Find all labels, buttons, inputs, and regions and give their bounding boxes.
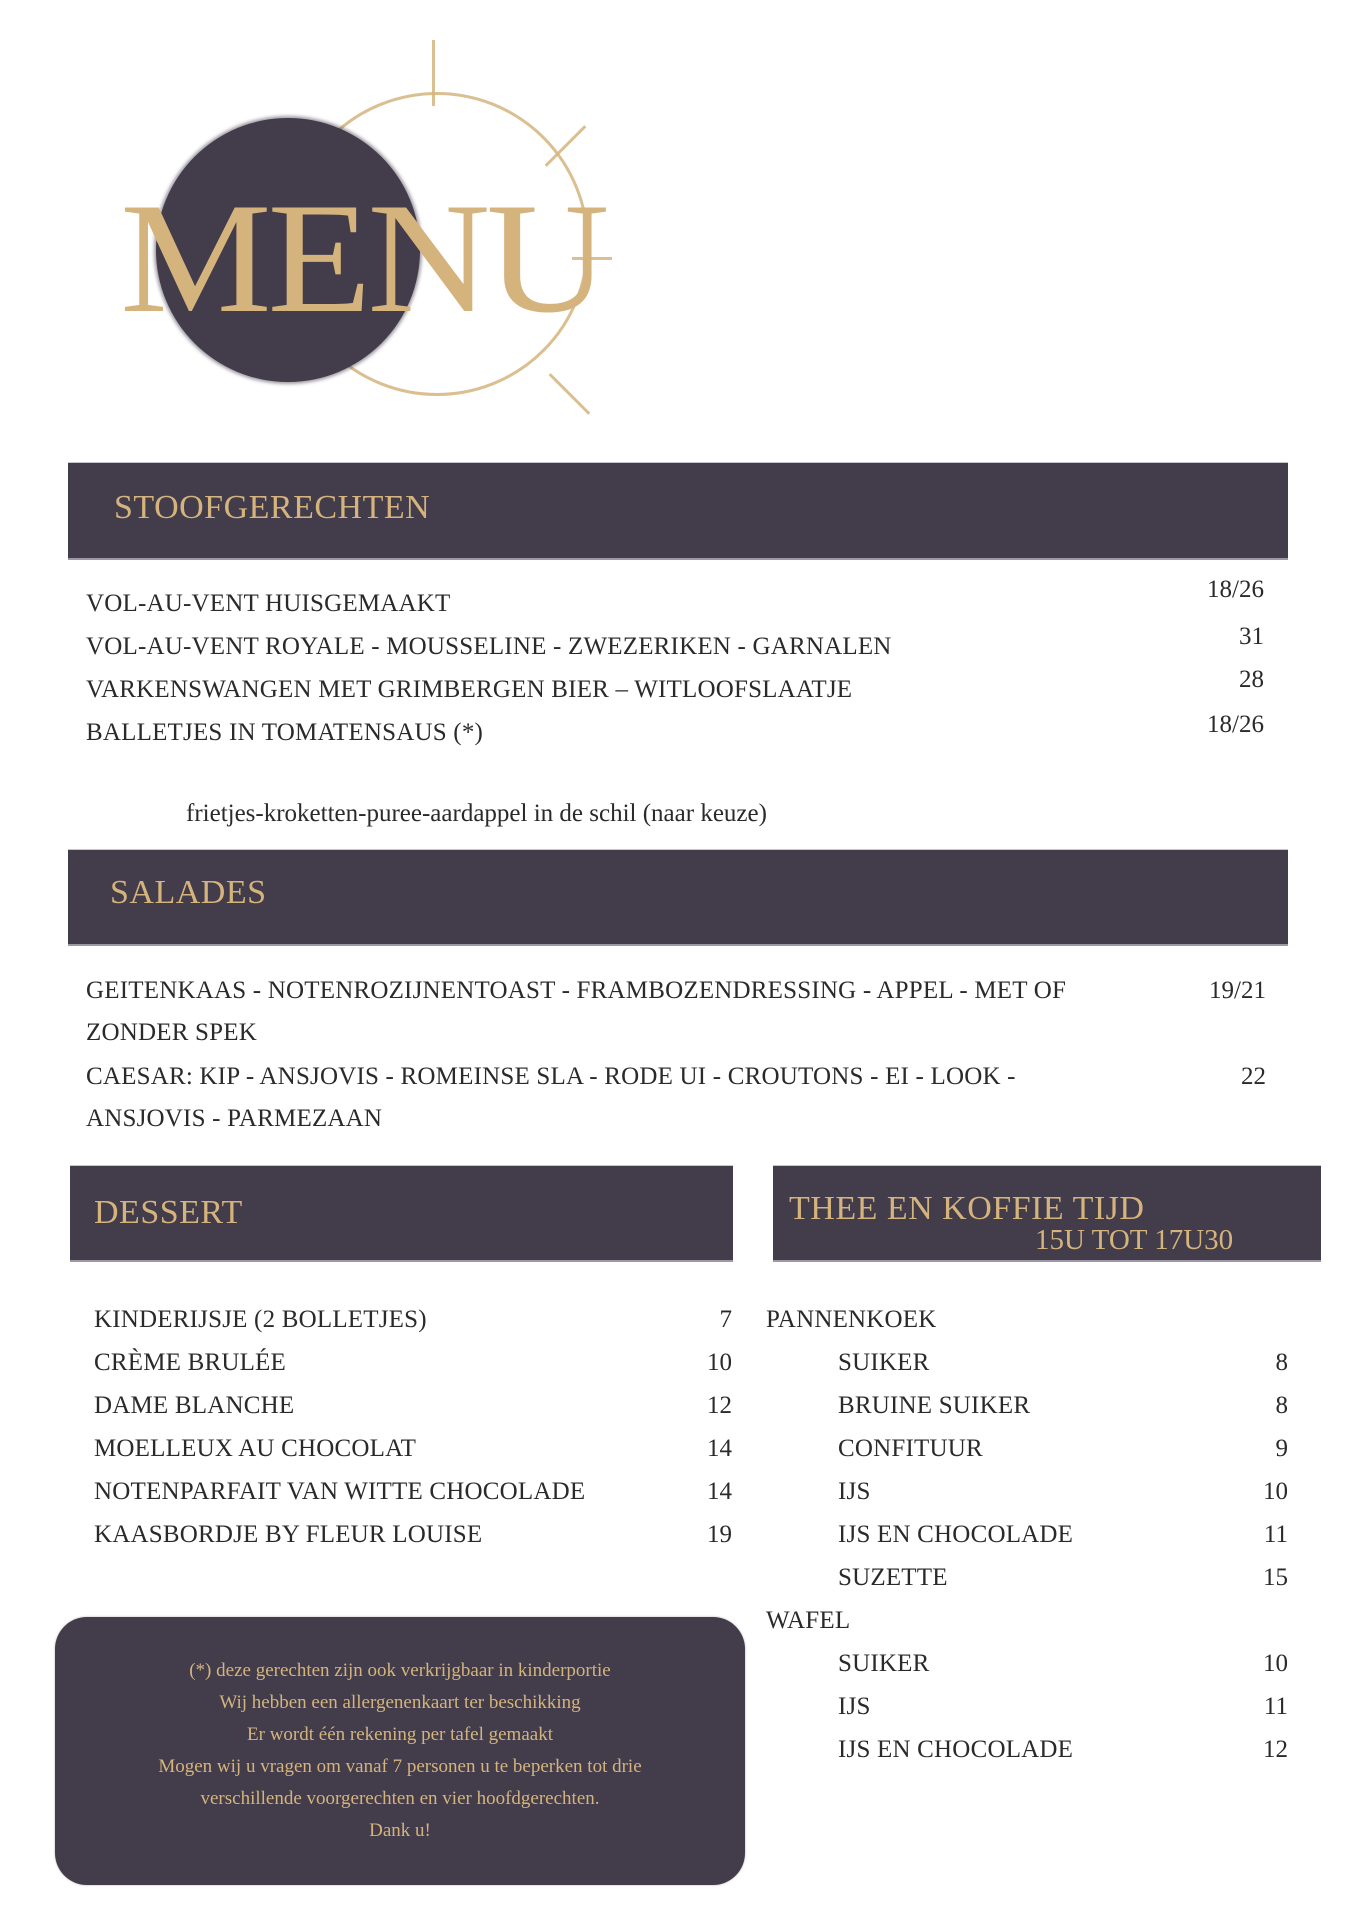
item-name: VOL-AU-VENT ROYALE - MOUSSELINE - ZWEZERIKEN - GARNALEN (86, 633, 892, 660)
footer-line: Er wordt één rekening per tafel gemaakt (247, 1724, 553, 1745)
menu-item (86, 576, 1264, 628)
item-price: 8 (1275, 1349, 1288, 1376)
item-name-line2: ZONDER SPEK (86, 1019, 257, 1046)
menu-item (94, 1521, 732, 1561)
item-name: VARKENSWANGEN MET GRIMBERGEN BIER – WITLOOFSLAATJE (86, 676, 853, 703)
item-price: 8 (1275, 1392, 1288, 1419)
menu-item (838, 1435, 1288, 1475)
logo-tick-top (432, 40, 435, 106)
menu-logo (120, 30, 640, 450)
section-header-thee-en-koffie (773, 1165, 1321, 1262)
item-price: 19 (707, 1521, 732, 1548)
footer-line: Wij hebben een allergenenkaart ter beschikking (219, 1692, 581, 1713)
item-name: IJS (838, 1693, 871, 1720)
item-price: 9 (1275, 1435, 1288, 1462)
item-name: IJS EN CHOCOLADE (838, 1736, 1074, 1763)
item-name-line1: GEITENKAAS - NOTENROZIJNENTOAST - FRAMBOZENDRESSING - APPEL - MET OF (86, 977, 1067, 1004)
menu-item (94, 1478, 732, 1518)
item-name: KINDERIJSJE (2 BOLLETJES) (94, 1306, 427, 1333)
item-name: KAASBORDJE BY FLEUR LOUISE (94, 1521, 483, 1548)
item-name: BALLETJES IN TOMATENSAUS (*) (86, 719, 484, 746)
item-price: 18/26 (1207, 711, 1264, 738)
menu-item (94, 1349, 732, 1389)
menu-item (86, 1063, 1266, 1153)
menu-item (94, 1306, 732, 1346)
menu-item (94, 1435, 732, 1475)
item-name: IJS (838, 1478, 871, 1505)
footer-line: (*) deze gerechten zijn ook verkrijgbaar in kinderportie (189, 1660, 611, 1681)
item-price: 15 (1263, 1564, 1288, 1591)
item-name: VOL-AU-VENT HUISGEMAAKT (86, 590, 451, 617)
item-name: MOELLEUX AU CHOCOLAT (94, 1435, 417, 1462)
menu-item (838, 1650, 1288, 1690)
menu-item (838, 1736, 1288, 1776)
item-price: 22 (1241, 1063, 1266, 1090)
menu-item (838, 1693, 1288, 1733)
sides-note: frietjes-kroketten-puree-aardappel in de schil (naar keuze) (186, 800, 767, 827)
item-price: 10 (1263, 1650, 1288, 1677)
group-header (766, 1306, 1288, 1346)
section-title: SALADES (110, 874, 267, 911)
item-name: BRUINE SUIKER (838, 1392, 1031, 1419)
item-price: 7 (719, 1306, 732, 1333)
item-name: NOTENPARFAIT VAN WITTE CHOCOLADE (94, 1478, 586, 1505)
item-name: SUIKER (838, 1650, 930, 1677)
item-price: 11 (1263, 1521, 1288, 1548)
footer-line: verschillende voorgerechten en vier hoofdgerechten. (200, 1788, 600, 1809)
menu-item (838, 1349, 1288, 1389)
item-price: 10 (707, 1349, 732, 1376)
menu-item (838, 1392, 1288, 1432)
item-price: 18/26 (1207, 576, 1264, 603)
item-price: 12 (1263, 1736, 1288, 1763)
section-title: STOOFGERECHTEN (114, 489, 431, 526)
group-name: PANNENKOEK (766, 1306, 937, 1333)
item-name: CRÈME BRULÉE (94, 1349, 286, 1376)
group-name: WAFEL (766, 1607, 851, 1634)
section-header-salades (68, 849, 1288, 946)
menu-item (86, 666, 1264, 714)
logo-title: MENU (120, 171, 606, 346)
section-header-stoofgerechten (68, 462, 1288, 560)
menu-item (94, 1392, 732, 1432)
section-header-dessert (70, 1165, 733, 1262)
item-name: IJS EN CHOCOLADE (838, 1521, 1074, 1548)
item-name: CONFITUUR (838, 1435, 983, 1462)
logo-tick-bottom-right (549, 373, 591, 415)
item-price: 28 (1239, 666, 1264, 693)
footer-line: Mogen wij u vragen om vanaf 7 personen u te beperken tot drie (158, 1756, 642, 1777)
menu-item (838, 1478, 1288, 1518)
menu-item (86, 711, 1264, 757)
item-price: 10 (1263, 1478, 1288, 1505)
item-price: 14 (707, 1435, 732, 1462)
section-title: DESSERT (94, 1194, 243, 1231)
item-name-line2: ANSJOVIS - PARMEZAAN (86, 1105, 383, 1132)
item-name: DAME BLANCHE (94, 1392, 295, 1419)
footer-line: Dank u! (369, 1820, 431, 1841)
item-name: SUIKER (838, 1349, 930, 1376)
item-price: 31 (1239, 623, 1264, 650)
menu-item (86, 623, 1264, 671)
footer-notice (55, 1617, 745, 1885)
menu-item (838, 1564, 1288, 1604)
item-name: SUZETTE (838, 1564, 948, 1591)
item-name-line1: CAESAR: KIP - ANSJOVIS - ROMEINSE SLA - RODE UI - CROUTONS - EI - LOOK - (86, 1063, 1016, 1090)
menu-item (838, 1521, 1288, 1561)
section-title: THEE EN KOFFIE TIJD (789, 1190, 1145, 1227)
item-price: 12 (707, 1392, 732, 1419)
item-price: 11 (1263, 1693, 1288, 1720)
menu-item (86, 977, 1266, 1067)
item-price: 19/21 (1209, 977, 1266, 1004)
group-header (766, 1607, 1288, 1647)
item-price: 14 (707, 1478, 732, 1505)
section-subtitle-hours: 15U TOT 17U30 (1035, 1224, 1234, 1256)
